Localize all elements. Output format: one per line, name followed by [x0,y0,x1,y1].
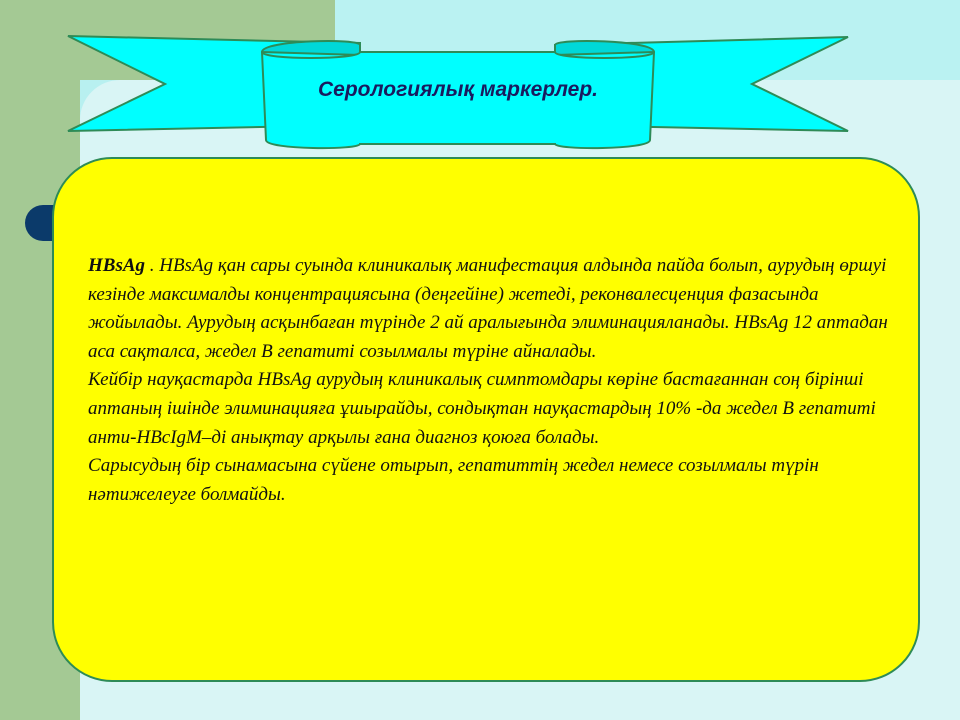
term-hbsag: HBsAg [88,255,146,276]
paragraph-1-text: . HBsAg қан сары суында клиникалық манифестация алдында пайда болып, аурудың өршуі кезінде максималды концентрациясына (деңгейіне) жетеді, реконвалесценция фазасында жойылады. Аурудың асқынбаған түрінде 2 ай аралығында элиминацияланады. HBsAg 12 аптадан аса сақталса, жедел В гепатиті созылмалы түріне айналады. [88,255,888,362]
paragraph-1 [88,252,888,366]
body-text [88,252,888,509]
paragraph-3: Сарысудың бір сынамасына сүйене отырып, гепатиттің жедел немесе созылмалы түрін нәтижелеуге болмайды. [88,455,819,505]
paragraph-2: Кейбір науқастарда HBsAg аурудың клиникалық симптомдары көріне бастағаннан соң бірінші аптаның ішінде элиминацияға ұшырайды, сондықтан науқастардың 10% -да жедел В гепатиті анти-HBcIgM–ді анықтау арқылы ғана диагноз қоюға болады. [88,369,876,448]
page-title: Серологиялық маркерлер. [317,78,599,101]
